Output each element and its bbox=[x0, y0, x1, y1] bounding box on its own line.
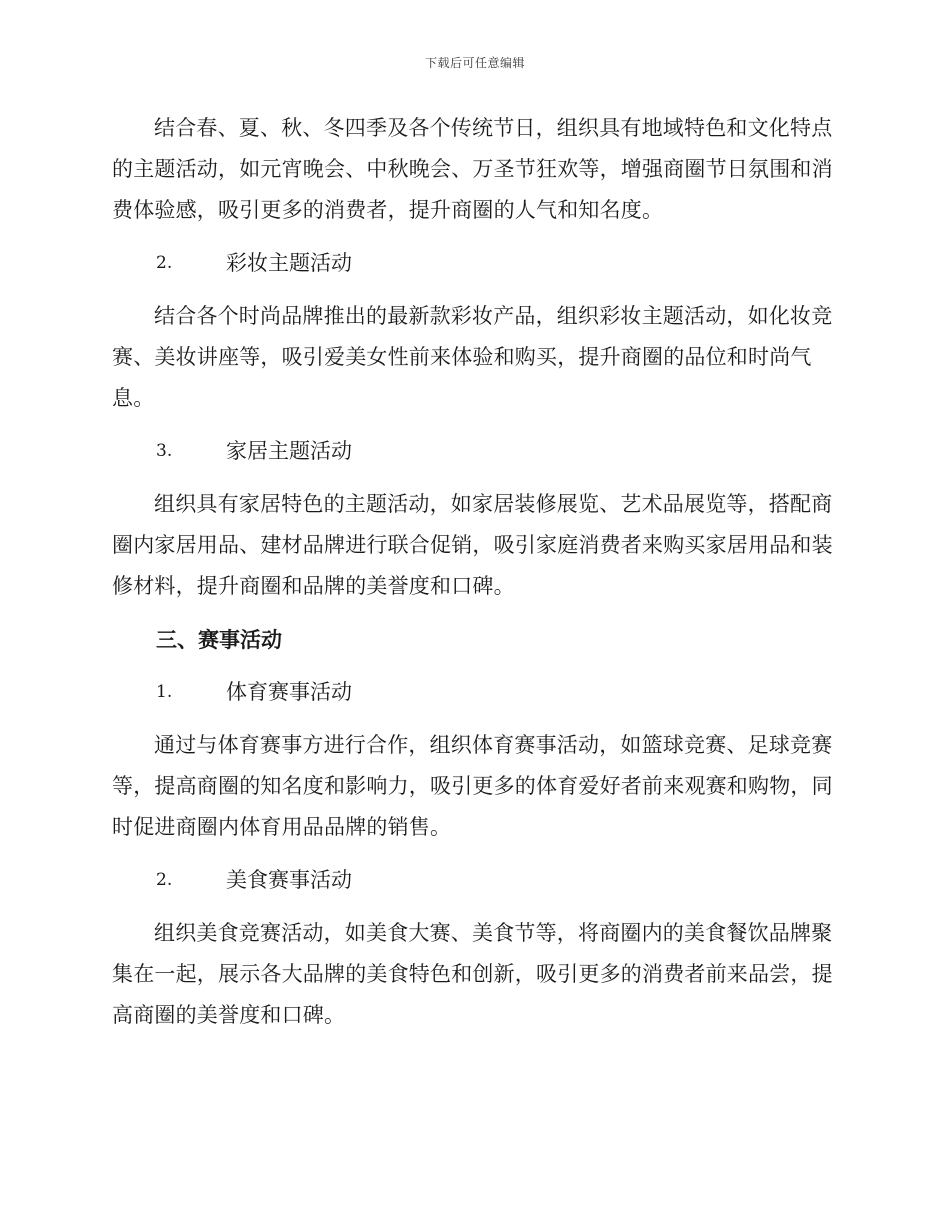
list-item-sports-events bbox=[112, 672, 834, 713]
list-item-title: 彩妆主题活动 bbox=[226, 251, 352, 275]
list-item-title: 体育赛事活动 bbox=[226, 680, 352, 704]
list-number: 1. bbox=[156, 682, 173, 702]
paragraph-sports-events: 通过与体育赛事方进行合作，组织体育赛事活动，如篮球竞赛、足球竞赛等，提高商圈的知名度和影响力，吸引更多的体育爱好者前来观赛和购物，同时促进商圈内体育用品品牌的销售。 bbox=[112, 733, 833, 839]
section-heading-events: 三、赛事活动 bbox=[156, 627, 282, 652]
paragraph-festival-activities: 结合春、夏、秋、冬四季及各个传统节日，组织具有地域特色和文化特点的主题活动，如元宵晚会、中秋晚会、万圣节狂欢等，增强商圈节日氛围和消费体验感，吸引更多的消费者，提升商圈的人气和知名度。 bbox=[112, 116, 833, 222]
list-item-makeup-theme bbox=[112, 243, 834, 284]
list-number: 3. bbox=[156, 441, 173, 461]
paragraph-makeup-activities: 结合各个时尚品牌推出的最新款彩妆产品，组织彩妆主题活动，如化妆竞赛、美妆讲座等，吸引爱美女性前来体验和购买，提升商圈的品位和时尚气息。 bbox=[112, 304, 833, 410]
list-item-title: 美食赛事活动 bbox=[226, 868, 352, 892]
document-body bbox=[112, 108, 834, 1048]
paragraph-home-activities: 组织具有家居特色的主题活动，如家居装修展览、艺术品展览等，搭配商圈内家居用品、建材品牌进行联合促销，吸引家庭消费者来购买家居用品和装修材料，提升商圈和品牌的美誉度和口碑。 bbox=[112, 492, 833, 598]
list-item-food-events bbox=[112, 860, 834, 901]
list-number: 2. bbox=[156, 870, 173, 890]
paragraph-food-events: 组织美食竞赛活动，如美食大赛、美食节等，将商圈内的美食餐饮品牌聚集在一起，展示各大品牌的美食特色和创新，吸引更多的消费者前来品尝，提高商圈的美誉度和口碑。 bbox=[112, 921, 833, 1027]
list-item-title: 家居主题活动 bbox=[226, 439, 352, 463]
list-number: 2. bbox=[156, 253, 173, 273]
page-header: 下载后可任意编辑 bbox=[424, 56, 525, 70]
list-item-home-theme bbox=[112, 431, 834, 472]
